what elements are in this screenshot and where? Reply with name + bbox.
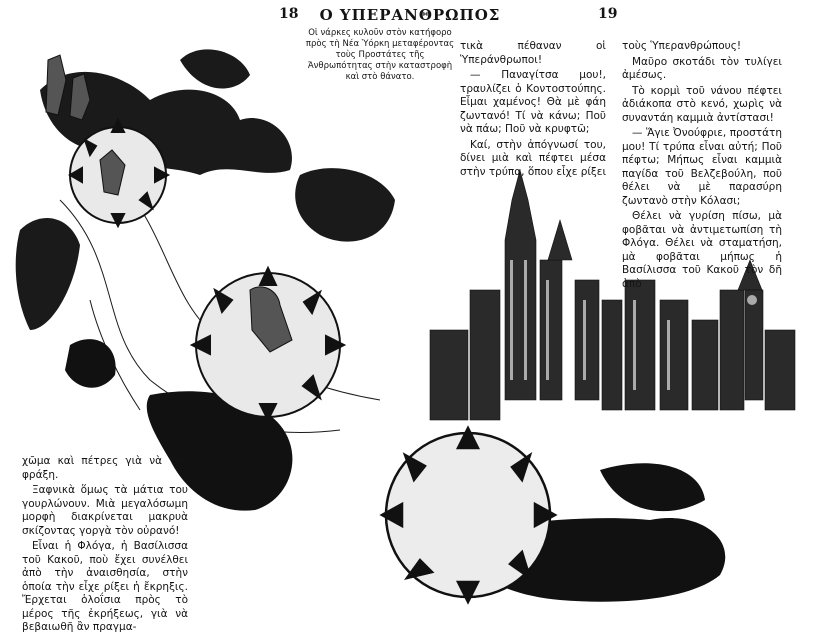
paragraph: Καί, στὴν ἀπόγνωσί του, δίνει μιὰ καὶ πέφτει μέσα στὴν τρύπα, ὅπου εἶχε ρίξει (460, 138, 607, 178)
paragraph: Ξαφνικὰ ὅμως τὰ μάτια του γουρλώνουν. Μιὰ μεγαλόσωμη μορφὴ διακρίνεται μακρυὰ σκίζοντας γοργὰ τὸν οὐρανό! (22, 484, 188, 537)
running-title: Ο ΥΠΕΡΑΝΘΡΩΠΟΣ (319, 6, 501, 24)
paragraph: Τὸ κορμὶ τοῦ νάνου πέφτει ἀδιάκοπα στὸ κενό, χωρὶς νὰ συναντάη καμμιὰ ἀντίστασι! (622, 84, 782, 124)
paragraph: χῶμα καὶ πέτρες γιὰ νὰ τὴν φράξη. (22, 455, 188, 481)
paragraph: τοὺς Ὑπερανθρώπους! (622, 40, 742, 52)
text-column-middle (460, 40, 606, 181)
page-number-left: 18 (279, 6, 299, 22)
spiked-mine-front (382, 428, 555, 602)
text-column-right (622, 40, 782, 293)
paragraph: — Παναγίτσα μου!, τραυλίζει ὁ Κοντοστούπης. Εἶμαι χαμένος! Θὰ μὲ φάη ζωντανό! Τί νὰ κάνω; Ποῦ νὰ πάω; Ποῦ νὰ κρυφτῶ; (460, 69, 606, 135)
paragraph: τικὰ πέθαναν οἱ Ὑπεράνθρωποι! (460, 40, 606, 66)
text-column-left (22, 455, 188, 637)
page-number-right: 19 (598, 6, 618, 22)
paragraph: Εἶναι ἡ Φλόγα, ἡ Βασίλισσα τοῦ Κακοῦ, ποὺ ἔχει συνέλθει ἀπὸ τὴν ἀναισθησία, στὴν ὁποία τὴν εἶχε ρίξει ἡ ἔκρηξις. Ἔρχεται ὁλοΐσια πρὸς τὸ μέρος τῆς ἐκρήξεως, γιὰ νὰ βεβαιωθῆ ἂν πραγμα- (22, 540, 188, 633)
illustration-caption: Οἱ νάρκες κυλοῦν στὸν κατήφορο πρὸς τὴ Νέα Ὑόρκη μεταφέροντας τοὺς Προστάτες τῆς Ἀνθρωπότητας στὴν καταστροφὴ καὶ στὸ θάνατο. (305, 28, 455, 82)
paragraph: Μαῦρο σκοτάδι τὸν τυλίγει ἀμέσως. (622, 55, 782, 81)
paragraph: — Ἅγιε Ὀνούφριε, προστάτη μου! Τί τρύπα εἶναι αὐτή; Ποῦ πέφτω; Μήπως εἶναι καμμιὰ παγίδα τοῦ Βελζεβούλη, ποῦ θέλει νὰ μὲ παρασύρη ζωντανὸ στὴν Κόλασι; (622, 127, 782, 207)
paragraph: Θέλει νὰ γυρίση πίσω, μὰ φοβᾶται νὰ ἀντιμετωπίση τὴ Φλόγα. Θέλει νὰ σταματήση, μὰ φοβᾶται μήπως ἡ Βασίλισσα τοῦ Κακοῦ τὸν δῆ ἀπὸ (622, 210, 782, 290)
